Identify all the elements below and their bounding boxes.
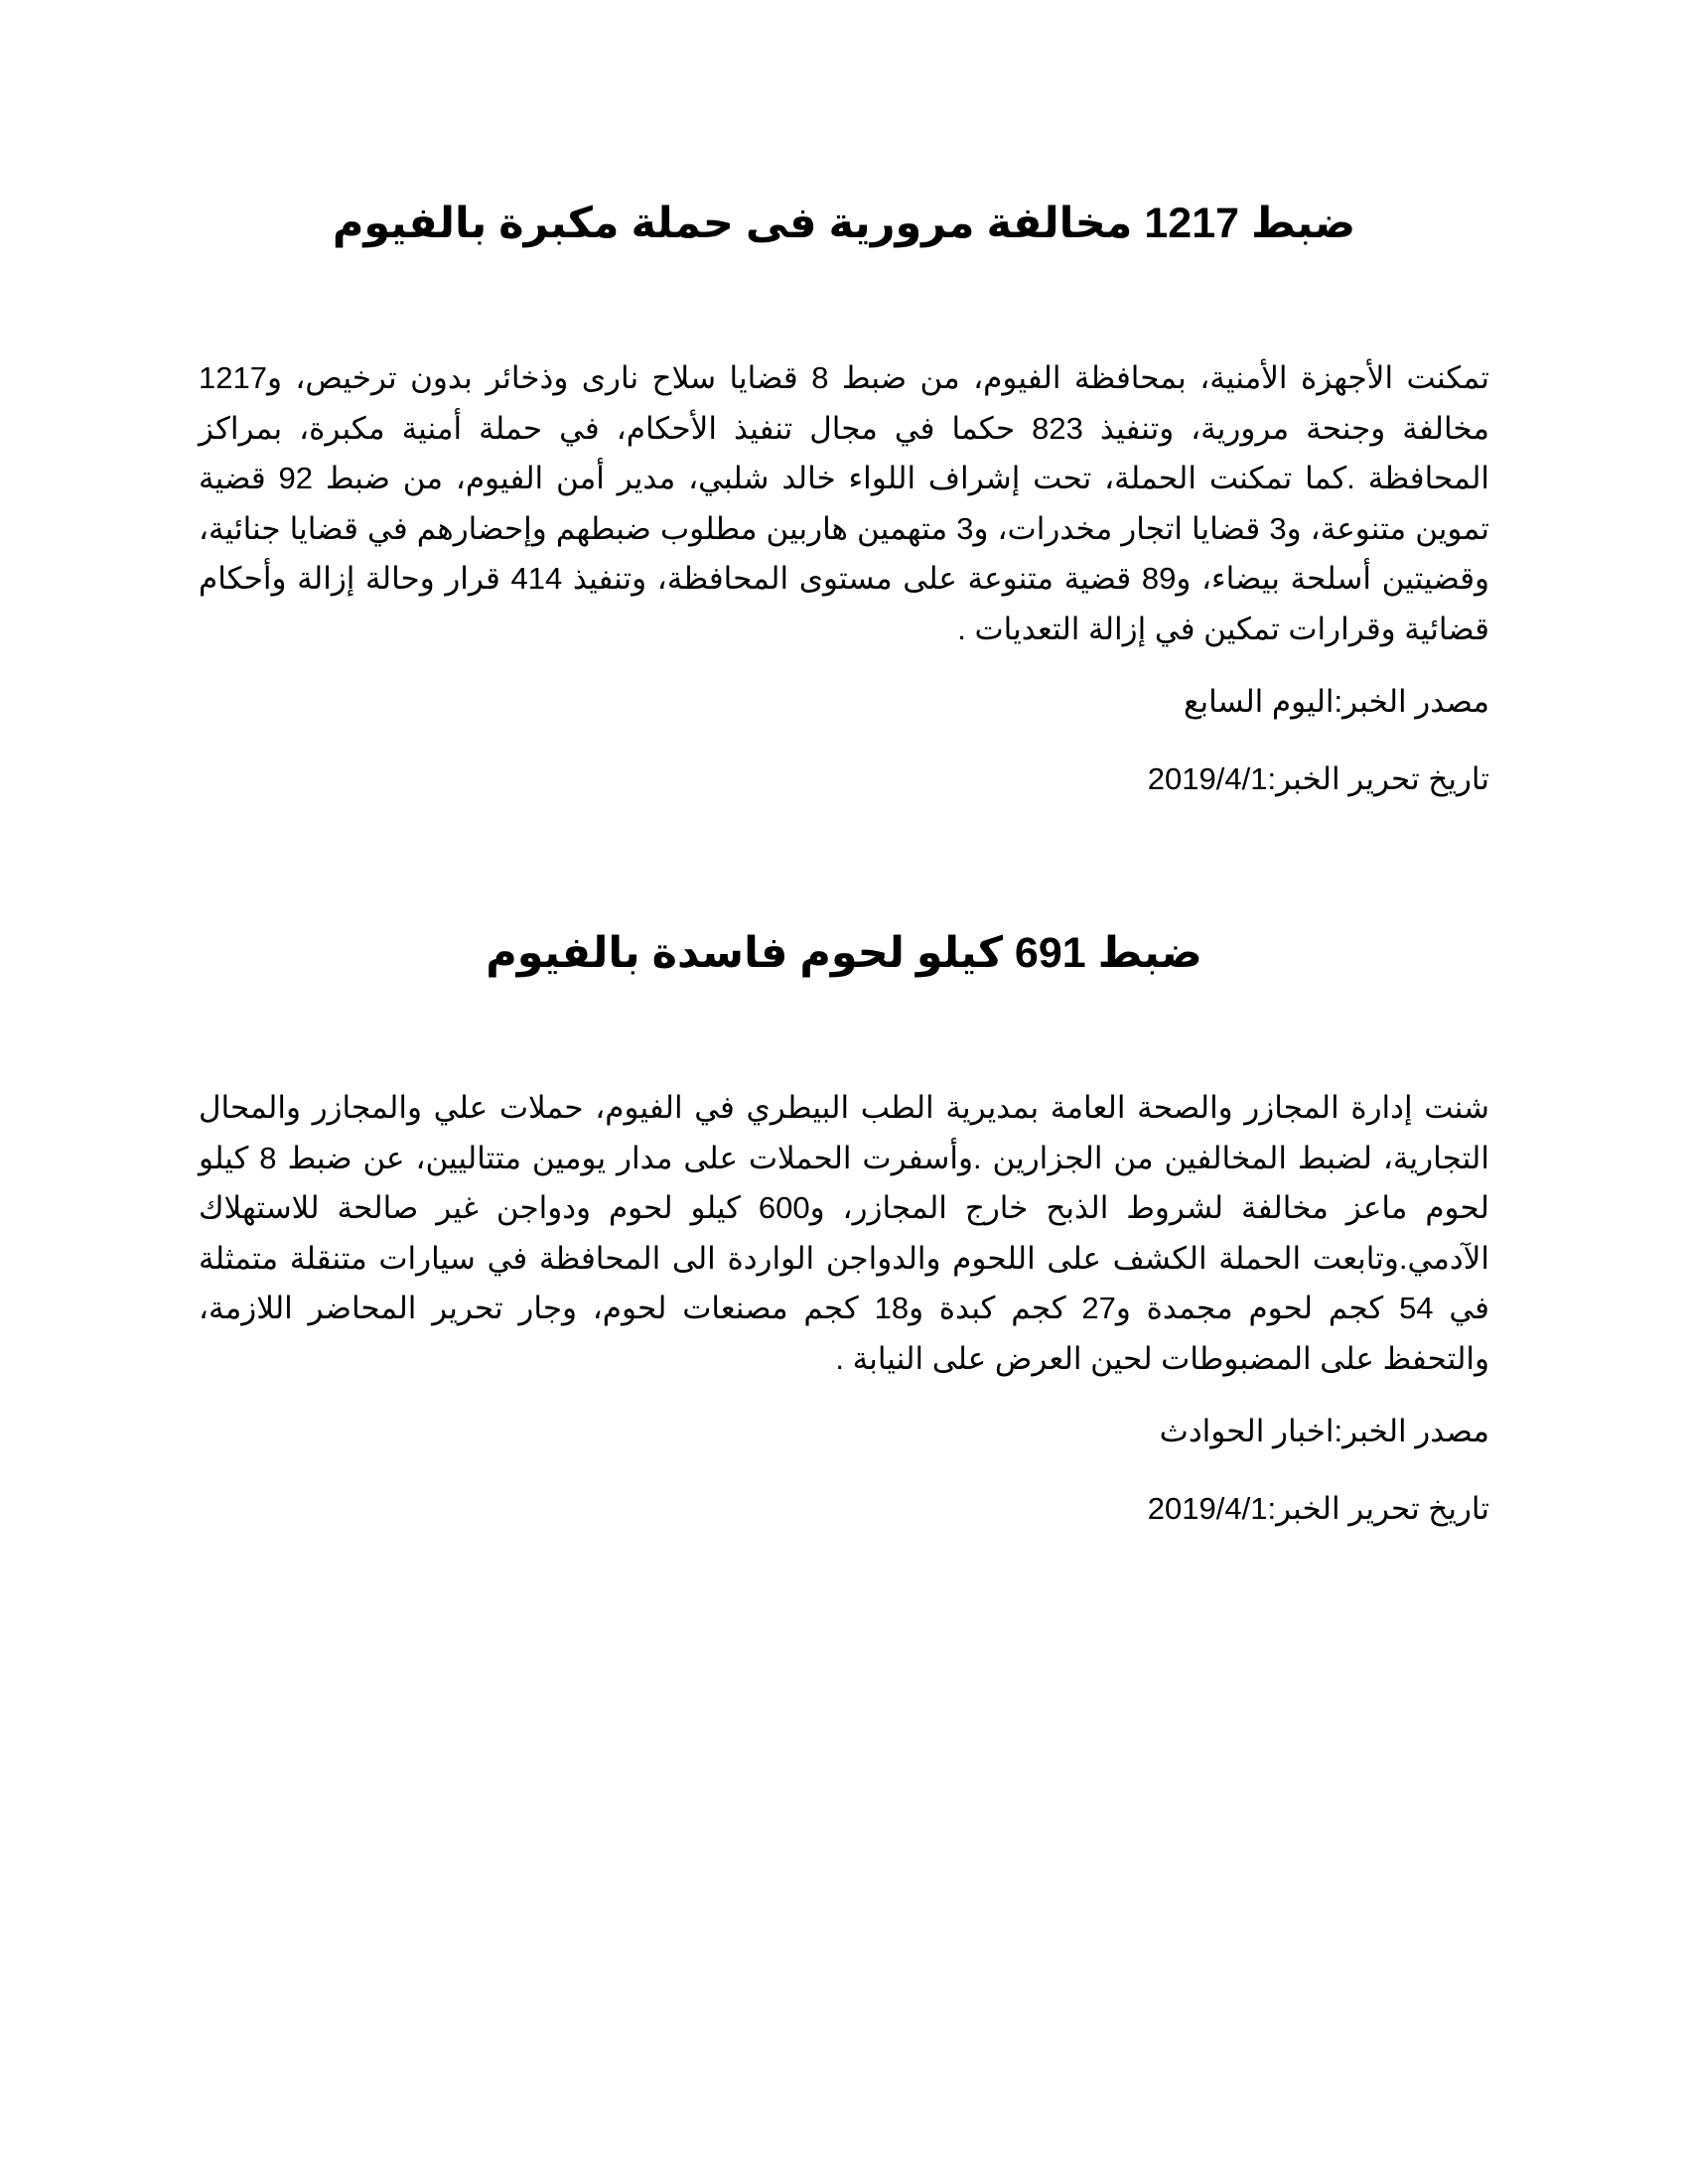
news-article	[199, 908, 1489, 1529]
source-value: اخبار الحوادث	[1159, 1414, 1335, 1448]
date-label: تاريخ تحرير الخبر:	[1267, 761, 1489, 796]
date-value: 2019/4/1	[1147, 761, 1268, 796]
source-value: اليوم السابع	[1183, 684, 1335, 719]
article-date	[199, 1489, 1489, 1529]
article-source	[199, 1412, 1489, 1451]
source-label: مصدر الخبر:	[1334, 1414, 1489, 1448]
article-body: تمكنت الأجهزة الأمنية، بمحافظة الفيوم، من ضبط 8 قضايا سلاح نارى وذخائر بدون ترخيص، و1217 مخالفة وجنحة مرورية، وتنفيذ 823 حكما في مجال تنفيذ الأحكام، في حملة أمنية مكبرة، بمراكز المحافظة .كما تمكنت الحملة، تحت إشراف اللواء خالد شلبي، مدير أمن الفيوم، من ضبط 92 قضية تموين متنوعة، و3 قضايا اتجار مخدرات، و3 متهمين هاربين مطلوب ضبطهم وإحضارهم في قضايا جنائية، وقضيتين أسلحة بيضاء، و89 قضية متنوعة على مستوى المحافظة، وتنفيذ 414 قرار وحالة إزالة وأحكام قضائية وقرارات تمكين في إزالة التعديات .	[199, 360, 1490, 646]
news-article	[199, 179, 1489, 799]
article-body: شنت إدارة المجازر والصحة العامة بمديرية الطب البيطري في الفيوم، حملات علي والمجازر والمحال التجارية، لضبط المخالفين من الجزارين .وأسفرت الحملات على مدار يومين متتاليين، عن ضبط 8 كيلو لحوم ماعز مخالفة لشروط الذبح خارج المجازر، و600 كيلو لحوم ودواجن غير صالحة للاستهلاك الآدمي.وتابعت الحملة الكشف على اللحوم والدواجن الواردة الى المحافظة في سيارات متنقلة متمثلة في 54 كجم لحوم مجمدة و27 كجم كبدة و18 كجم مصنعات لحوم، وجار تحرير المحاضر اللازمة، والتحفظ على المضبوطات لحين العرض على النيابة .	[199, 1090, 1489, 1376]
date-value: 2019/4/1	[1147, 1491, 1268, 1526]
article-date	[199, 759, 1489, 799]
article-source	[199, 682, 1489, 722]
source-label: مصدر الخبر:	[1334, 684, 1489, 719]
date-label: تاريخ تحرير الخبر:	[1267, 1491, 1489, 1526]
article-headline: ضبط 691 كيلو لحوم فاسدة بالفيوم	[486, 929, 1202, 977]
article-headline: ضبط 1217 مخالفة مرورية فى حملة مكبرة بالفيوم	[332, 200, 1356, 247]
